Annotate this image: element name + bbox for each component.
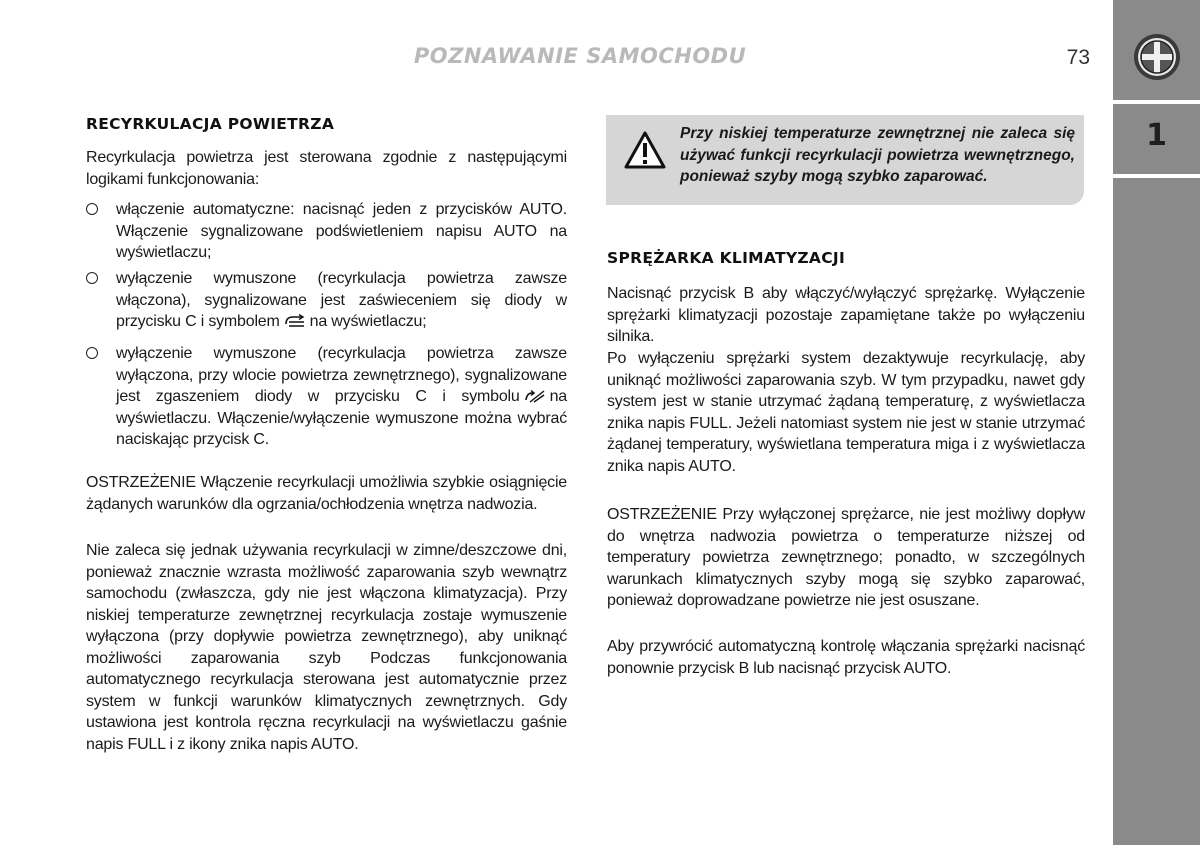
intro-paragraph: Recyrkulacja powietrza jest sterowana zgodnie z następującymi logikami funkcjonowania:: [86, 149, 567, 188]
sidebar-divider: [1113, 100, 1200, 104]
warning-callout-text: Przy niskiej temperaturze zewnętrznej nie zaleca się używać funkcji recyrkulacji powietrza wewnętrznego, ponieważ szyby mogą szybko zaparować.: [680, 125, 1075, 185]
body-paragraph: Po wyłączeniu sprężarki system dezaktywuje recyrkulację, aby uniknąć możliwości zaparowania szyb. W tym przypadku, nawet gdy system jest w stanie utrzymać żądaną temperaturę, z wyświetlacza znika napis FULL. Jeżeli natomiast system nie jest w stanie utrzymać żądanej temperatury, wyświetlana temperatura miga i z wyświetlacza znika napis AUTO.: [607, 350, 1085, 475]
warning-paragraph: OSTRZEŻENIE Przy wyłączonej sprężarce, nie jest możliwy dopływ do wnętrza nadwozia powietrza o temperaturze niższej od temperatury powietrza zewnętrznego; ponadto, w szczególnych warunkach klimatycznych szyby mogą się szybko zaparować, ponieważ doprowadzane powietrze nie jest osuszane.: [607, 506, 1085, 609]
recirculation-on-icon: [284, 314, 306, 328]
warning-triangle-icon: [624, 131, 666, 169]
bullet-ring-icon: [86, 347, 98, 359]
bullet-text-part: na wyświetlaczu;: [309, 313, 427, 330]
body-paragraph: Nie zaleca się jednak używania recyrkulacji w zimne/deszczowe dni, ponieważ znacznie wzrasta możliwość zaparowania szyb wewnątrz samochodu (zwłaszcza, gdy nie jest włączona klimatyzacja). Przy niskiej temperaturze zewnętrznej recyrkulacja zostaje wymuszenie wyłączona (przy dopływie powietrza zewnętrznego), aby uniknąć możliwości zaparowania szyb Podczas funkcjonowania automatycznego recyrkulacja sterowana jest automatycznie przez system w funkcji warunków klimatycznych zewnętrznych. Gdy ustawiona jest kontrola ręczna recyrkulacji na wyświetlaczu gaśnie napis FULL i z ikony znika napis AUTO.: [86, 542, 567, 753]
sidebar-divider: [1113, 174, 1200, 178]
recirculation-off-icon: [524, 389, 546, 403]
list-item: [86, 268, 567, 334]
bullet-text-part: wyłączenie wymuszone (recyrkulacja powietrza zawsze włączona), sygnalizowane jest zaświeceniem się diody w przycisku C i symbolem: [116, 270, 567, 330]
page-header-title: POZNAWANIE SAMOCHODU: [413, 44, 747, 68]
section-heading-compressor: SPRĘŻARKA KLIMATYZACJI: [607, 249, 846, 267]
section-heading-recirculation: RECYRKULACJA POWIETRZA: [86, 115, 335, 133]
list-item: [86, 343, 567, 453]
bullet-text: włączenie automatyczne: nacisnąć jeden z przycisków AUTO. Włączenie sygnalizowane podświetleniem napisu AUTO na wyświetlaczu;: [116, 201, 567, 261]
bullet-ring-icon: [86, 272, 98, 284]
bullet-text: [116, 343, 567, 451]
bullet-text-part: na wyświetlaczu. Włączenie/wyłączenie wymuszone można wybrać naciskając przycisk C.: [116, 388, 567, 448]
body-paragraph: Aby przywrócić automatyczną kontrolę włączania sprężarki nacisnąć ponownie przycisk B lub nacisnąć przycisk AUTO.: [607, 638, 1085, 677]
bullet-text-part: wyłączenie wymuszone (recyrkulacja powietrza zawsze wyłączona, przy wlocie powietrza zewnętrznego), sygnalizowane jest zgaszeniem diody w przycisku C i symbolu: [116, 345, 567, 405]
bullet-ring-icon: [86, 203, 98, 215]
brand-logo-icon: [1133, 33, 1181, 81]
warning-callout: [606, 115, 1084, 205]
list-item: [86, 199, 567, 265]
chapter-number: 1: [1146, 118, 1167, 153]
page-number: 73: [1066, 46, 1090, 69]
body-paragraph: Nacisnąć przycisk B aby włączyć/wyłączyć sprężarkę. Wyłączenie sprężarki klimatyzacji pozostaje zapamiętane także po wyłączeniu silnika.: [607, 285, 1085, 345]
bullet-text: [116, 268, 567, 333]
warning-paragraph: OSTRZEŻENIE Włączenie recyrkulacji umożliwia szybkie osiągnięcie żądanych warunków dla ogrzania/ochłodzenia wnętrza nadwozia.: [86, 474, 567, 513]
